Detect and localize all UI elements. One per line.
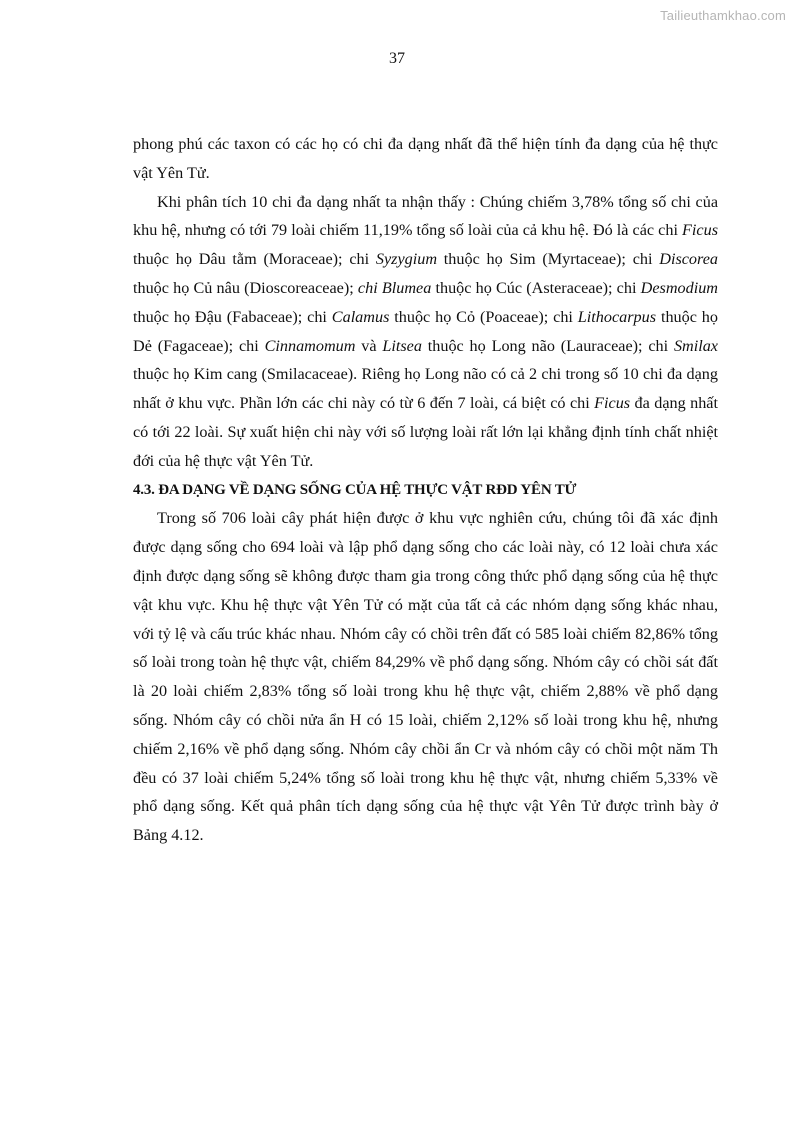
text-run: Khi phân tích 10 chi đa dạng nhất ta nhận thấy : Chúng chiếm 3,78% tổng số chi của khu hệ, nhưng có tới 79 loài chiếm 11,19% tổng số loài của cả khu hệ. Đó là các chi bbox=[133, 192, 718, 240]
text-run: thuộc họ Cúc (Asteraceae); chi bbox=[431, 278, 641, 297]
genus-name: Calamus bbox=[331, 307, 390, 326]
section-heading: 4.3. ĐA DẠNG VỀ DẠNG SỐNG CỦA HỆ THỰC VẬT RĐD YÊN TỬ bbox=[133, 481, 577, 498]
genus-name: Lithocarpus bbox=[577, 307, 657, 326]
watermark: Tailieuthamkhao.com bbox=[660, 8, 786, 23]
genus-name: Ficus bbox=[594, 394, 631, 413]
text-run: đa dạng nhất có tới 22 loài. Sự xuất hiện chi này với số lượng loài rất lớn lại khẳng định tính chất nhiệt đới của hệ thực vật Yên Tử. bbox=[133, 394, 718, 470]
genus-name: Litsea bbox=[382, 336, 422, 355]
paragraph-genera-analysis bbox=[133, 188, 718, 476]
text-run: thuộc họ Cỏ (Poaceae); chi bbox=[389, 307, 578, 326]
page-number: 37 bbox=[389, 50, 405, 67]
genus-name: chi Blumea bbox=[357, 278, 432, 297]
genus-name: Smilax bbox=[673, 336, 718, 355]
text-run: thuộc họ Kim cang (Smilacaceae). Riêng họ Long não có cả 2 chi trong số 10 chi đa dạng nhất ở khu vực. Phần lớn các chi này có từ 6 đến 7 loài, cá biệt có chi bbox=[133, 365, 718, 413]
paragraph-life-forms: Trong số 706 loài cây phát hiện được ở khu vực nghiên cứu, chúng tôi đã xác định được dạng sống cho 694 loài và lập phổ dạng sống cho các loài này, có 12 loài chưa xác định được dạng sống sẽ không được tham gia trong công thức phổ dạng sống của hệ thực vật khu vực. Khu hệ thực vật Yên Tử có mặt của tất cả các nhóm dạng sống khác nhau, với tỷ lệ và cấu trúc khác nhau. Nhóm cây có chồi trên đất có 585 loài chiếm 82,86% tổng số loài trong toàn hệ thực vật, chiếm 84,29% về phổ dạng sống. Nhóm cây có chồi sát đất là 20 loài chiếm 2,83% tổng số loài trong khu hệ thực vật, chiếm 2,88% về phổ dạng sống. Nhóm cây có chồi nửa ẩn H có 15 loài, chiếm 2,12% số loài trong khu hệ, nhưng chiếm 2,16% về phổ dạng sống. Nhóm cây chồi ẩn Cr và nhóm cây có chồi một năm Th đều có 37 loài chiếm 5,24% tổng số loài trong khu hệ thực vật, nhưng chiếm 5,33% về phổ dạng sống. Kết quả phân tích dạng sống của hệ thực vật Yên Tử được trình bày ở Bảng 4.12. bbox=[133, 509, 718, 845]
paragraph-continuation: phong phú các taxon có các họ có chi đa dạng nhất đã thể hiện tính đa dạng của hệ thực vật Yên Tử. bbox=[133, 135, 718, 182]
genus-name: Ficus bbox=[682, 221, 718, 240]
genus-name: Syzygium bbox=[375, 250, 438, 269]
text-run: và bbox=[355, 336, 383, 355]
genus-name: Discorea bbox=[659, 250, 718, 269]
genus-name: Desmodium bbox=[640, 278, 718, 297]
text-run: thuộc họ Dâu tằm (Moraceae); chi bbox=[133, 250, 376, 269]
genus-name: Cinnamomum bbox=[264, 336, 356, 355]
text-run: thuộc họ Long não (Lauraceae); chi bbox=[421, 336, 674, 355]
text-run: thuộc họ Đậu (Fabaceae); chi bbox=[133, 307, 332, 326]
text-run: thuộc họ Củ nâu (Dioscoreaceae); bbox=[133, 278, 358, 297]
text-run: thuộc họ Sim (Myrtaceae); chi bbox=[437, 250, 660, 269]
text-run: thuộc họ Dẻ (Fagaceae); chi bbox=[133, 307, 718, 355]
document-body bbox=[133, 130, 718, 850]
